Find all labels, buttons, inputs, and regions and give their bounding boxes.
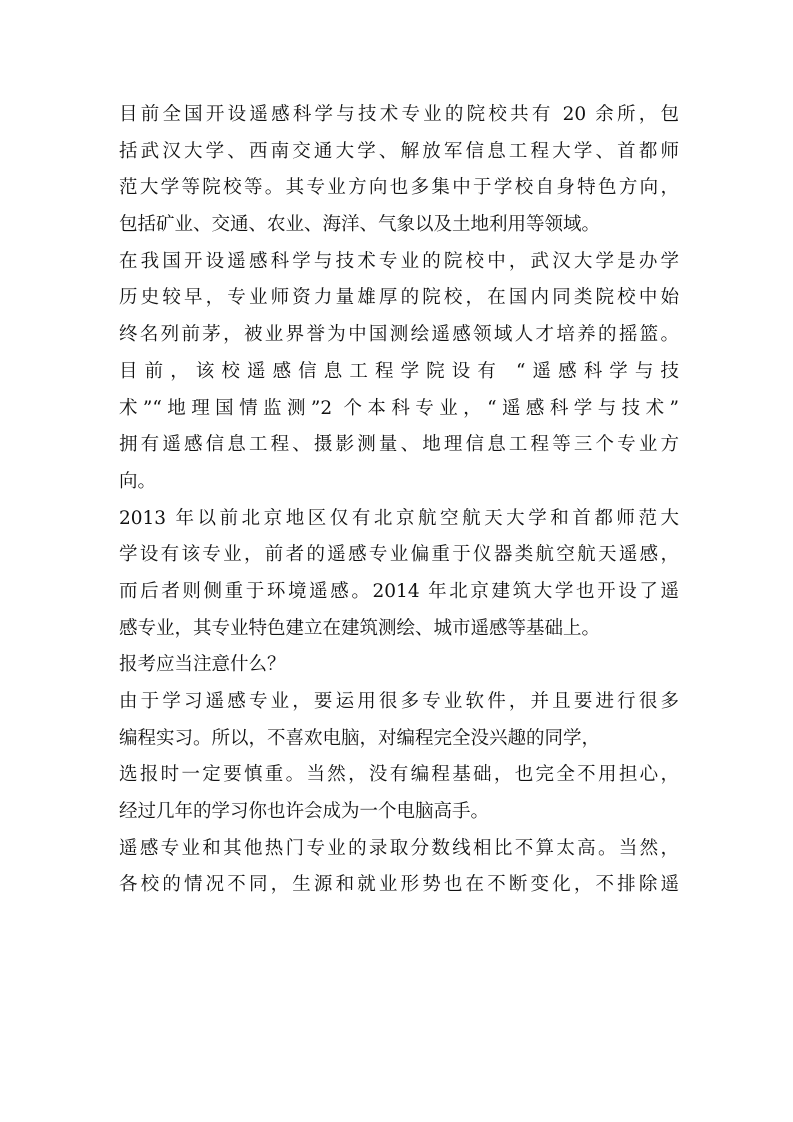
text-line: 经过几年的学习你也许会成为一个电脑高手。 [119,801,490,823]
text-line: 终名列前茅，被业界誉为中国测绘遥感领域人才培养的摇篮。 [119,324,679,346]
text-line: 由于学习遥感专业，要运用很多专业软件，并且要进行很多 [119,691,679,712]
text-line: 各校的情况不同，生源和就业形势也在不断变化，不排除遥 [119,874,679,896]
text-line: 遥感专业和其他热门专业的录取分数线相比不算太高。当然， [119,837,679,859]
text-line: 而后者则侧重于环境遥感。2014 年北京建筑大学也开设了遥 [119,580,679,602]
text-line: 编程实习。所以，不喜欢电脑，对编程完全没兴趣的同学， [119,727,601,749]
text-line: 范大学等院校等。其专业方向也多集中于学校自身特色方向， [119,177,679,199]
text-line: 2013 年以前北京地区仅有北京航空航天大学和首都师范大 [119,507,679,529]
body-text [119,97,679,904]
text-line: 学设有该专业，前者的遥感专业偏重于仪器类航空航天遥感， [119,544,679,566]
section-heading: 报考应当注意什么？ [119,654,286,676]
text-line: 目前全国开设遥感科学与技术专业的院校共有 20 余所，包 [119,104,679,125]
text-line: 选报时一定要慎重。当然，没有编程基础，也完全不用担心， [119,764,679,786]
text-line: 拥有遥感信息工程、摄影测量、地理信息工程等三个专业方 [119,434,679,456]
text-line: 在我国开设遥感科学与技术专业的院校中，武汉大学是办学 [119,250,679,272]
text-line: 向。 [119,470,157,492]
text-line: 术”“地理国情监测”2 个本科专业，“遥感科学与技术” [119,397,679,419]
text-line: 括武汉大学、西南交通大学、解放军信息工程大学、首都师 [119,140,679,162]
text-line: 历史较早，专业师资力量雄厚的院校，在国内同类院校中始 [119,287,679,309]
text-line: 包括矿业、交通、农业、海洋、气象以及土地利用等领域。 [119,214,601,236]
text-line: 目前，该校遥感信息工程学院设有 “遥感科学与技 [119,360,679,382]
text-line: 感专业，其专业特色建立在建筑测绘、城市遥感等基础上。 [119,617,601,639]
